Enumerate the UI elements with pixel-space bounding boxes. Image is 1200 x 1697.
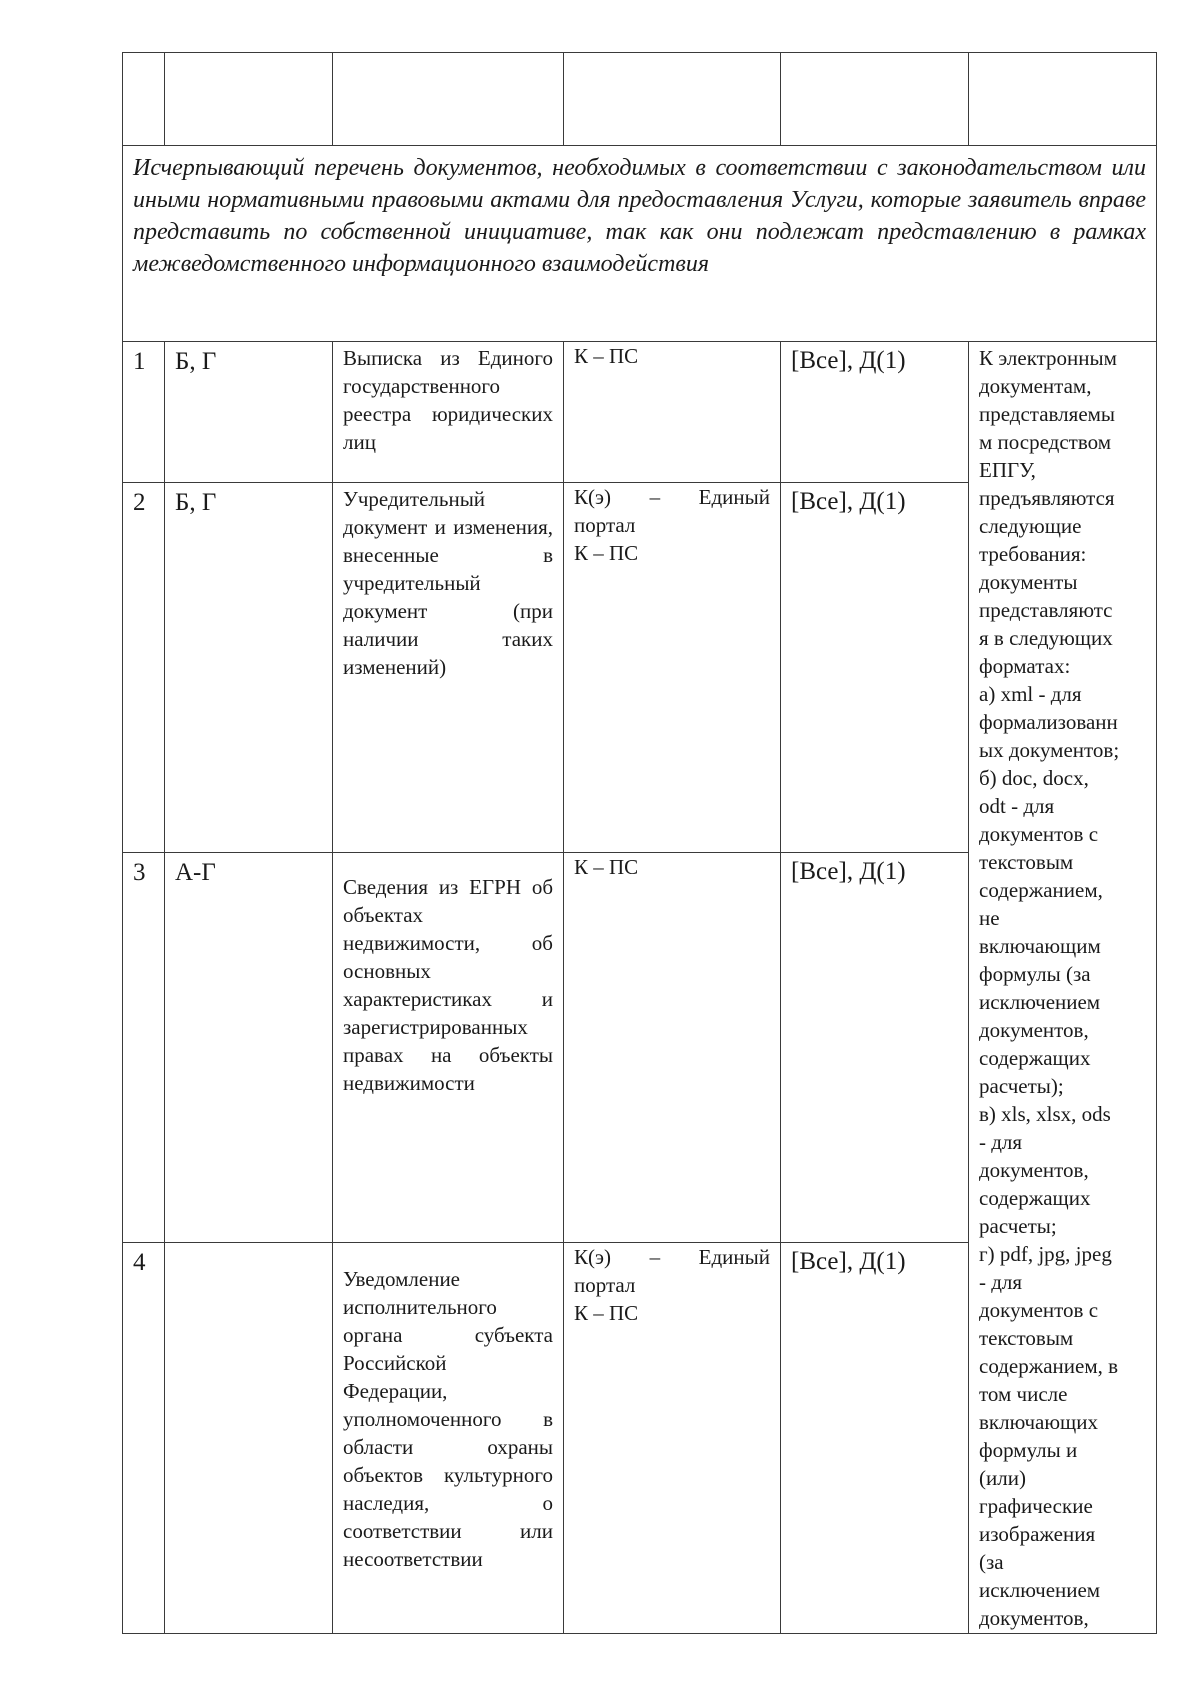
requirements-line: требования: [979,542,1087,566]
requirements-line: текстовым [979,850,1074,874]
requirements-line: изображения [979,1522,1096,1546]
document-source [564,483,781,853]
document-name: Выписка из Единого государственного реестра юридических лиц [333,342,564,483]
requirements-line: в) xls, xlsx, ods [979,1102,1111,1126]
requirements-line: том числе [979,1382,1068,1406]
requirements-line: документов, [979,1158,1089,1182]
requirements-line: расчеты; [979,1214,1057,1238]
requirements-line: содержанием, [979,878,1103,902]
row-number: 4 [123,1243,165,1634]
submission-method: [Все], Д(1) [781,1243,969,1634]
document-source [564,853,781,1243]
requirements-line: содержанием, в [979,1354,1119,1378]
requirements-line: документам, [979,374,1092,398]
requirements-line: ЕПГУ, [979,458,1036,482]
source-line: К(э) – Единый [574,485,770,509]
requirements-line: документов, [979,1018,1089,1042]
requirements-line: включающим [979,934,1101,958]
source-line: К – ПС [574,1301,639,1325]
requirements-line: (за [979,1550,1004,1574]
submission-method: [Все], Д(1) [781,853,969,1243]
empty-cell [333,53,564,146]
source-line: К – ПС [574,344,639,368]
requirements-line: текстовым [979,1326,1074,1350]
requirements-line: б) doc, docx, [979,766,1089,790]
requirements-line: а) xml - для [979,682,1082,706]
source-line: К – ПС [574,541,639,565]
requirements-line: представляютс [979,598,1113,622]
requirements-line: odt - для [979,794,1055,818]
requirements-line: - для [979,1270,1023,1294]
requirements-line: представляемы [979,402,1116,426]
requirements-line: формализованн [979,710,1118,734]
documents-table [122,52,1157,1634]
requirements-cell [969,342,1157,1634]
row-number: 3 [123,853,165,1243]
source-line: портал [574,513,636,537]
empty-cell [123,53,165,146]
requirements-line: следующие [979,514,1082,538]
document-source [564,1243,781,1634]
requirements-line: м посредством [979,430,1112,454]
requirements-line: содержащих [979,1186,1091,1210]
requirements-line: графические [979,1494,1093,1518]
document-name: Сведения из ЕГРН об объектах недвижимости, об основных характеристиках и зарегистрированных правах на объекты недвижимости [333,853,564,1243]
requirements-line: ых документов; [979,738,1120,762]
requirements-text [979,344,1148,1632]
requirements-line: не [979,906,1000,930]
requirements-line: расчеты); [979,1074,1064,1098]
empty-cell [969,53,1157,146]
source-line: К(э) – Единый [574,1245,770,1269]
document-name: Уведомление исполнительного органа субъекта Российской Федерации, уполномоченного в области охраны объектов культурного наследия, о соответствии или несоответствии [333,1243,564,1634]
requirements-line: документов, [979,1606,1089,1630]
row-number: 2 [123,483,165,853]
submission-method: [Все], Д(1) [781,342,969,483]
requirements-line: формулы и [979,1438,1078,1462]
table-row [123,342,1157,483]
row-number: 1 [123,342,165,483]
requirements-line: документов с [979,1298,1099,1322]
submission-method: [Все], Д(1) [781,483,969,853]
source-line: портал [574,1273,636,1297]
empty-cell [564,53,781,146]
requirements-line: содержащих [979,1046,1091,1070]
applicant-category: Б, Г [165,483,333,853]
source-line: К – ПС [574,855,639,879]
requirements-line: я в следующих [979,626,1113,650]
section-heading: Исчерпывающий перечень документов, необходимых в соответствии с законодательством или иными нормативными правовыми актами для предоставления Услуги, которые заявитель вправе представить по собственной инициативе, так как они подлежат представлению в рамках межведомственного информационного взаимодействия [123,146,1157,342]
requirements-line: исключением [979,990,1101,1014]
requirements-line: г) pdf, jpg, jpeg [979,1242,1112,1266]
requirements-line: К электронным [979,346,1117,370]
requirements-line: - для [979,1130,1023,1154]
document-source [564,342,781,483]
requirements-line: документы [979,570,1078,594]
requirements-line: предъявляются [979,486,1115,510]
requirements-line: включающих [979,1410,1098,1434]
applicant-category [165,1243,333,1634]
empty-cell [781,53,969,146]
applicant-category: А-Г [165,853,333,1243]
requirements-line: формулы (за [979,962,1091,986]
document-name: Учредительный документ и изменения, внесенные в учредительный документ (при наличии таких изменений) [333,483,564,853]
applicant-category: Б, Г [165,342,333,483]
requirements-line: форматах: [979,654,1071,678]
requirements-line: (или) [979,1466,1026,1490]
empty-cell [165,53,333,146]
section-heading-row [123,146,1157,342]
requirements-line: документов с [979,822,1099,846]
empty-top-row [123,53,1157,146]
requirements-line: исключением [979,1578,1101,1602]
